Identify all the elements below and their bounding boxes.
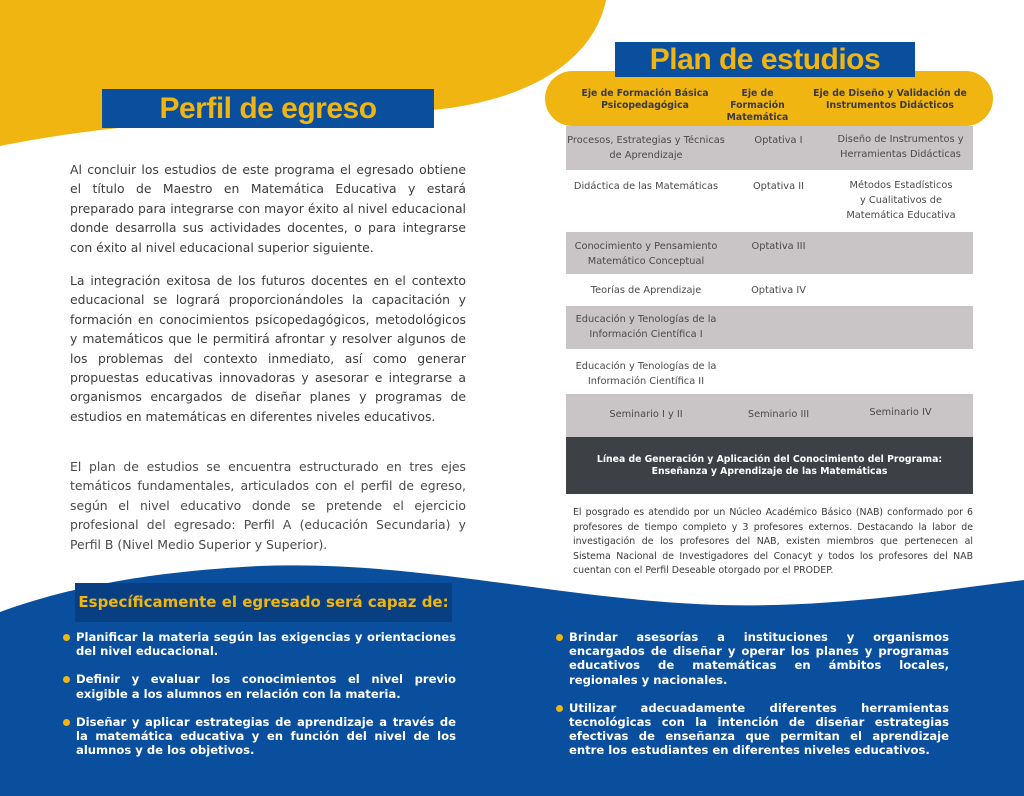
table-row [566,126,973,170]
table-cell: Seminario I y II [609,409,683,420]
axis-header-diseno: Eje de Diseño y Validación de Instrumentos Didácticos [813,88,967,111]
table-row [566,170,973,232]
lgac-row [566,437,973,494]
table-cell: Optativa III [751,241,806,252]
lgac-line-2: Enseñanza y Aprendizaje de las Matemáticas [651,466,888,477]
intro-paragraph: Al concluir los estudios de este programa el egresado obtiene el título de Maestro en Matemática Educativa y estará preparado para integrarse con mayor éxito al nivel educacional donde desarrolla sus actividades docentes, o para integrarse con éxito al nivel educacional superior siguiente. [70,162,466,255]
table-cell: Procesos, Estrategias y Técnicas de Aprendizaje [567,135,725,161]
bullet-dot-icon [556,705,563,712]
list-item-text: Planificar la materia según las exigencias y orientaciones del nivel educacional. [76,630,456,659]
list-item-text: Diseñar y aplicar estrategias de aprendizaje a través de la matemática educativa y en función del nivel de los alumnos y de los objetivos. [76,714,456,758]
list-item [556,701,949,758]
table-cell: Optativa II [752,181,805,192]
list-item [63,672,456,700]
bullet-dot-icon [556,634,563,641]
list-item-text: Utilizar adecuadamente diferentes herramientas tecnológicas con la intención de diseñar estrategias efectivas de enseñanza que permitan el aprendizaje entre los estudiantes en diferentes niveles educativos. [569,700,949,758]
capabilities-title: Específicamente el egresado será capaz de: [75,583,452,622]
table-cell: Educación y Tenologías de la Información Científica II [575,361,717,387]
list-item-text: Definir y evaluar los conocimientos el nivel previo exigible a los alumnos en relación con la materia. [76,672,456,701]
study-plan-table [566,126,973,494]
table-cell: Educación y Tenologías de la Información Científica I [575,314,717,340]
bullet-dot-icon [63,719,70,726]
plan-estudios-title: Plan de estudios [615,42,915,77]
table-cell: Optativa I [754,135,803,146]
axes-header-pill [545,71,993,126]
table-row [566,349,973,394]
table-cell: Conocimiento y Pensamiento Matemático Conceptual [574,241,718,267]
perfil-egreso-title: Perfil de egreso [102,89,434,128]
table-cell: Teorías de Aprendizaje [590,285,702,296]
axis-header-matematica: Eje de Formación Matemática [726,88,789,123]
plan-structure-paragraph: El plan de estudios se encuentra estructurado en tres ejes temáticos fundamentales, articulados con el perfil de egreso, según el nivel educativo donde se pretende el ejercicio profesional del egresado: Perfil A (educación Secundaria) y Perfil B (Nivel Medio Superior y Superior). [70,459,466,552]
table-row [566,306,973,349]
nab-paragraph: El posgrado es atendido por un Núcleo Académico Básico (NAB) conformado por 6 profesores de tiempo completo y 3 profesores externos. Destacando la labor de investigación de los profesores del NAB, existen miembros que pertenecen al Sistema Nacional de Investigadores del Conacyt y todos los profesores del NAB cuentan con el Perfil Deseable otorgado por el PRODEP. [573,507,973,577]
table-row [566,232,973,274]
table-row [566,274,973,306]
table-cell: Didáctica de las Matemáticas [573,181,719,192]
table-cell: Seminario III [747,409,810,420]
lgac-line-1: Línea de Generación y Aplicación del Conocimiento del Programa: [596,454,943,465]
list-item-text: Brindar asesorías a instituciones y organismos encargados de diseñar y operar los planes y programas educativos de matemáticas en ámbitos locales, regionales y nacionales. [569,630,949,687]
integration-paragraph: La integración exitosa de los futuros docentes en el contexto educacional se logrará proporcionándoles la capacitación y formación en conocimientos psicopedagógicos, metodológicos y matemáticos que le permitirá afrontar y resolver algunos de los problemas del contexto inmediato, así como generar propuestas educativas innovadoras y asesorar e integrarse a organismos encargados de diseñar planes y programas de estudios en matemáticas en diferentes niveles educativos. [70,273,466,424]
table-cell: Métodos Estadísticos y Cualitativos de Matemática Educativa [846,180,956,221]
table-row [566,394,973,437]
table-cell: Seminario IV [869,407,932,418]
axis-header-psicopedagogica: Eje de Formación Básica Psicopedagógica [581,88,709,111]
bullet-dot-icon [63,634,70,641]
list-item [63,630,456,658]
list-item [63,715,456,758]
table-cell: Diseño de Instrumentos y Herramientas Didácticas [837,134,964,160]
capabilities-list-right [556,630,949,772]
list-item [556,630,949,687]
bullet-dot-icon [63,676,70,683]
table-cell: Optativa IV [751,285,806,296]
capabilities-list-left [63,630,456,771]
